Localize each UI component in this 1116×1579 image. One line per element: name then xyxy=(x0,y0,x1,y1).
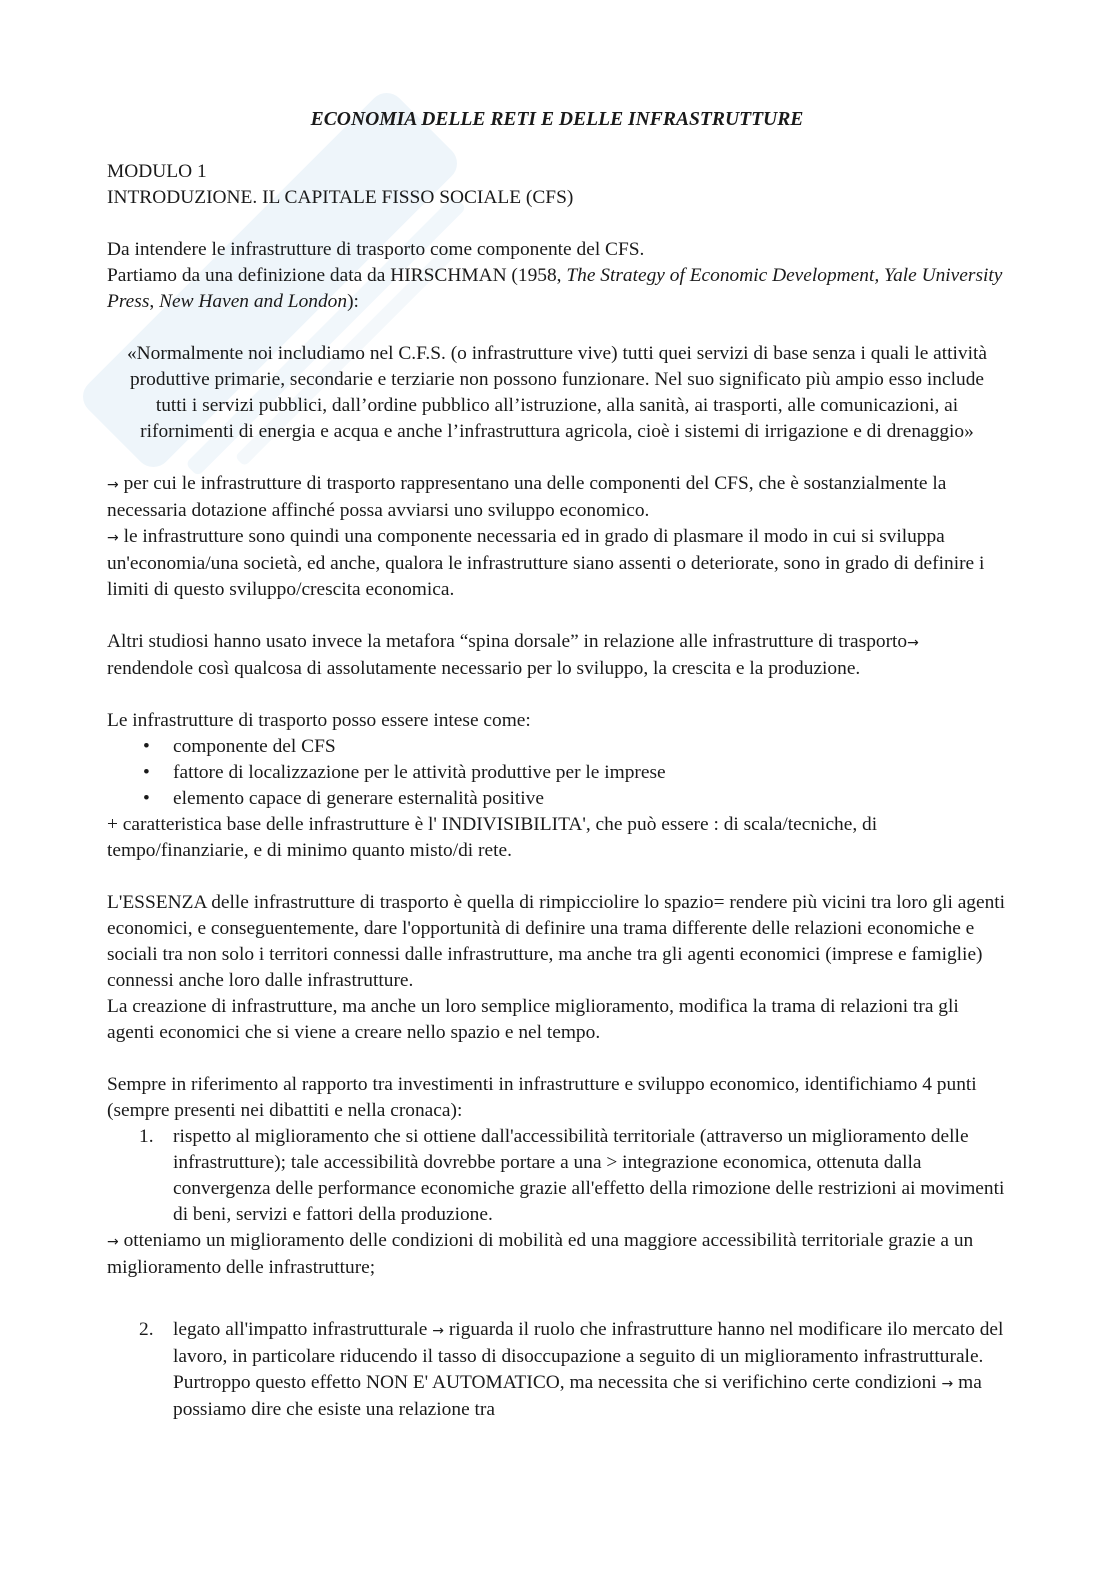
list-item: • fattore di localizzazione per le attività produttive per le imprese xyxy=(107,760,1007,786)
book-city: New Haven and London xyxy=(159,291,348,312)
arrow-paragraph-1: → per cui le infrastrutture di trasporto rappresentano una delle componenti del CFS, che è sostanzialmente la necessaria dotazione affinché possa avviarsi uno sviluppo economico. xyxy=(107,473,947,521)
list-item: • componente del CFS xyxy=(107,734,1007,760)
point1-followup: → otteniamo un miglioramento delle condizioni di mobilità ed una maggiore accessibilità territoriale grazie a un miglioramento delle infrastrutture; xyxy=(107,1230,974,1278)
essenza-paragraph-2: La creazione di infrastrutture, ma anche un loro semplice miglioramento, modifica la trama di relazioni tra gli agenti economici che si viene a creare nello spazio e nel tempo. xyxy=(107,996,959,1043)
section-heading: INTRODUZIONE. IL CAPITALE FISSO SOCIALE (CFS) xyxy=(107,187,574,208)
document-body xyxy=(107,107,1007,1423)
essenza-paragraph-1: L'ESSENZA delle infrastrutture di trasporto è quella di rimpicciolire lo spazio= rendere più vicini tra loro gli agenti economici, e conseguentemente, dare l'opportunità di definire una trama differente delle relazioni economiche e sociali tra non solo i territori connessi dalle infrastrutture, ma anche tra gli agenti economici (imprese e famiglie) connessi anche loro dalle infrastrutture. xyxy=(107,892,1006,991)
intese-list xyxy=(107,734,1007,812)
hirschman-quote: «Normalmente noi includiamo nel C.F.S. (o infrastrutture vive) tutti quei servizi di base senza i quali le attività produttive primarie, secondarie e terziarie non possono funzionare. Nel suo significato più ampio esso include tutti i servizi pubblici, dall’ordine pubblico all’istruzione, alla sanità, ai trasporti, alle comunicazioni, ai rifornimenti di energia e acqua e anche l’infrastruttura agricola, cioè i sistemi di irrigazione e di drenaggio» xyxy=(126,343,988,442)
arrow-icon: → xyxy=(107,1234,119,1250)
document-title: ECONOMIA DELLE RETI E DELLE INFRASTRUTTURE xyxy=(310,109,804,130)
arrow-icon: → xyxy=(941,1376,954,1392)
list-item: 1. rispetto al miglioramento che si ottiene dall'accessibilità territoriale (attraverso un miglioramento delle infrastrutture); tale accessibilità dovrebbe portare a una > integrazione economica, ottenuta dalla convergenza delle performance economiche grazie all'effetto della rimozione delle restrizioni ai movimenti di beni, servizi e fattori della produzione. xyxy=(139,1126,1005,1225)
indivisibility-paragraph: + caratteristica base delle infrastrutture è l' INDIVISIBILITA', che può essere : di scala/tecniche, di tempo/finanziarie, e di minimo quanto misto/di rete. xyxy=(107,814,878,861)
arrow-paragraph-2: → le infrastrutture sono quindi una componente necessaria ed in grado di plasmare il modo in cui si sviluppa un'economia/una società, ed anche, qualora le infrastrutture siano assenti o deteriorate, sono in grado di definire i limiti di questo sviluppo/crescita economica. xyxy=(107,526,985,600)
points-list xyxy=(107,1124,1007,1228)
intro-paragraph-1: Da intendere le infrastrutture di trasporto come componente del CFS. xyxy=(107,239,645,260)
intese-intro: Le infrastrutture di trasporto posso essere intese come: xyxy=(107,710,531,731)
arrow-icon: → xyxy=(107,477,119,493)
module-label: MODULO 1 xyxy=(107,161,207,182)
spina-dorsale-paragraph: Altri studiosi hanno usato invece la metafora “spina dorsale” in relazione alle infrastrutture di trasporto→ rendendole così qualcosa di assolutamente necessario per lo sviluppo, la crescita e la produzione. xyxy=(107,631,919,679)
points-list-2 xyxy=(107,1317,1007,1423)
arrow-icon: → xyxy=(432,1323,444,1339)
book-title: The Strategy of Economic Development, Yale University Press xyxy=(107,265,1003,312)
list-item: • elemento capace di generare esternalità positive xyxy=(107,786,1007,812)
list-item: 2. legato all'impatto infrastrutturale → riguarda il ruolo che infrastrutture hanno nel modificare ilo mercato del lavoro, in particolare riducendo il tasso di disoccupazione a seguito di un miglioramento infrastrutturale. Purtroppo questo effetto NON E' AUTOMATICO, ma necessita che si verifichino certe condizioni → ma possiamo dire che esiste una relazione tra xyxy=(139,1319,1004,1420)
sempre-paragraph: Sempre in riferimento al rapporto tra investimenti in infrastrutture e sviluppo economico, identifichiamo 4 punti (sempre presenti nei dibattiti e nella cronaca): xyxy=(107,1074,977,1121)
list-number: 2. xyxy=(139,1319,154,1340)
arrow-icon: → xyxy=(907,635,919,651)
intro-paragraph-2: Partiamo da una definizione data da HIRSCHMAN (1958, The Strategy of Economic Development, Yale University Press, New Haven and London): xyxy=(107,265,1003,312)
arrow-icon: → xyxy=(107,530,119,546)
list-number: 1. xyxy=(139,1126,154,1147)
